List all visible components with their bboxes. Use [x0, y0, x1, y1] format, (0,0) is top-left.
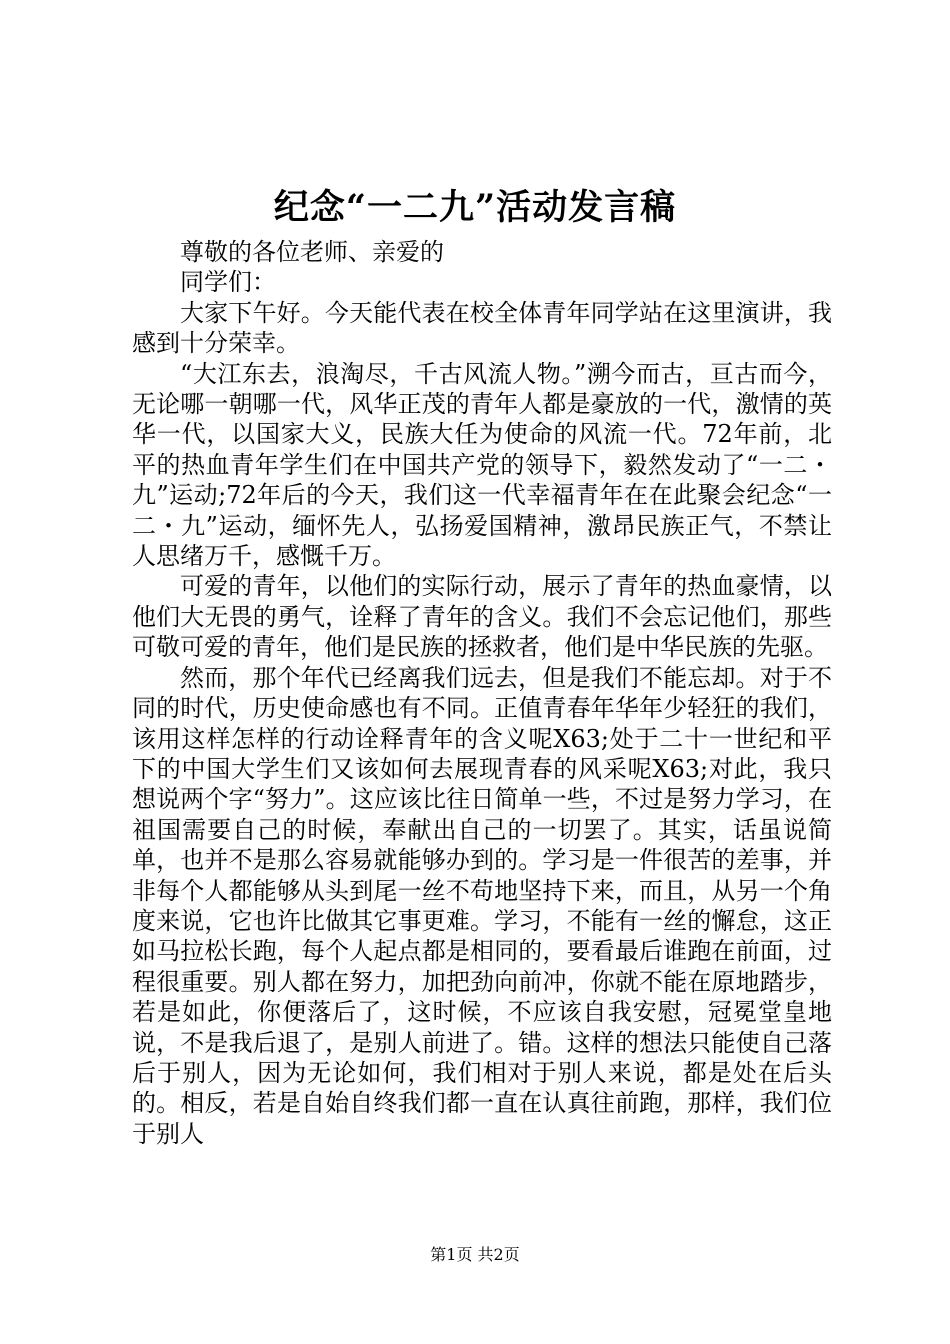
salutation-line-2: 同学们： [180, 268, 276, 297]
page-title: 纪念“一二九”活动发言稿 [273, 187, 677, 228]
document-body [132, 237, 832, 1149]
paragraph-4: 然而，那个年代已经离我们远去，但是我们不能忘却。对于不同的时代，历史使命感也有不同。正值青春年华年少轻狂的我们，该用这样怎样的行动诠释青年的含义呢X63;处于二十一世纪和平下的中国大学生们又该如何去展现青春的风采呢X63;对此，我只想说两个字“努力”。这应该比往日简单一些，不过是努力学习，在祖国需要自己的时候，奉献出自己的一切罢了。其实，话虽说简单，也并不是那么容易就能够办到的。学习是一件很苦的差事，并非每个人都能够从头到尾一丝不苟地坚持下来，而且，从另一个角度来说，它也许比做其它事更难。学习，不能有一丝的懈怠，这正如马拉松长跑，每个人起点都是相同的，要看最后谁跑在前面，过程很重要。别人都在努力，加把劲向前冲，你就不能在原地踏步，若是如此，你便落后了，这时候，不应该自我安慰，冠冕堂皇地说，不是我后退了，是别人前进了。错。这样的想法只能使自己落后于别人，因为无论如何，我们相对于别人来说，都是处在后头的。相反，若是自始自终我们都一直在认真往前跑，那样，我们位于别人 [132, 663, 832, 1148]
paragraph-1: 大家下午好。今天能代表在校全体青年同学站在这里演讲，我感到十分荣幸。 [132, 298, 832, 358]
paragraph-2: “大江东去，浪淘尽，千古风流人物。”溯今而古，亘古而今，无论哪一朝哪一代，风华正茂的青年人都是豪放的一代，激情的英华一代，以国家大义，民族大任为使命的风流一代。72年前，北平的热血青年学生们在中国共产党的领导下，毅然发动了“一二・九”运动;72年后的今天，我们这一代幸福青年在在此聚会纪念“一二・九”运动，缅怀先人，弘扬爱国精神，激昂民族正气，不禁让人思绪万千，感慨千万。 [132, 359, 832, 571]
salutation-line-1: 尊敬的各位老师、亲爱的 [180, 238, 444, 266]
page-footer: 第1页 共2页 [430, 1245, 520, 1264]
paragraph-3: 可爱的青年，以他们的实际行动，展示了青年的热血豪情，以他们大无畏的勇气，诠释了青年的含义。我们不会忘记他们，那些可敬可爱的青年，他们是民族的拯救者，他们是中华民族的先驱。 [132, 572, 832, 662]
